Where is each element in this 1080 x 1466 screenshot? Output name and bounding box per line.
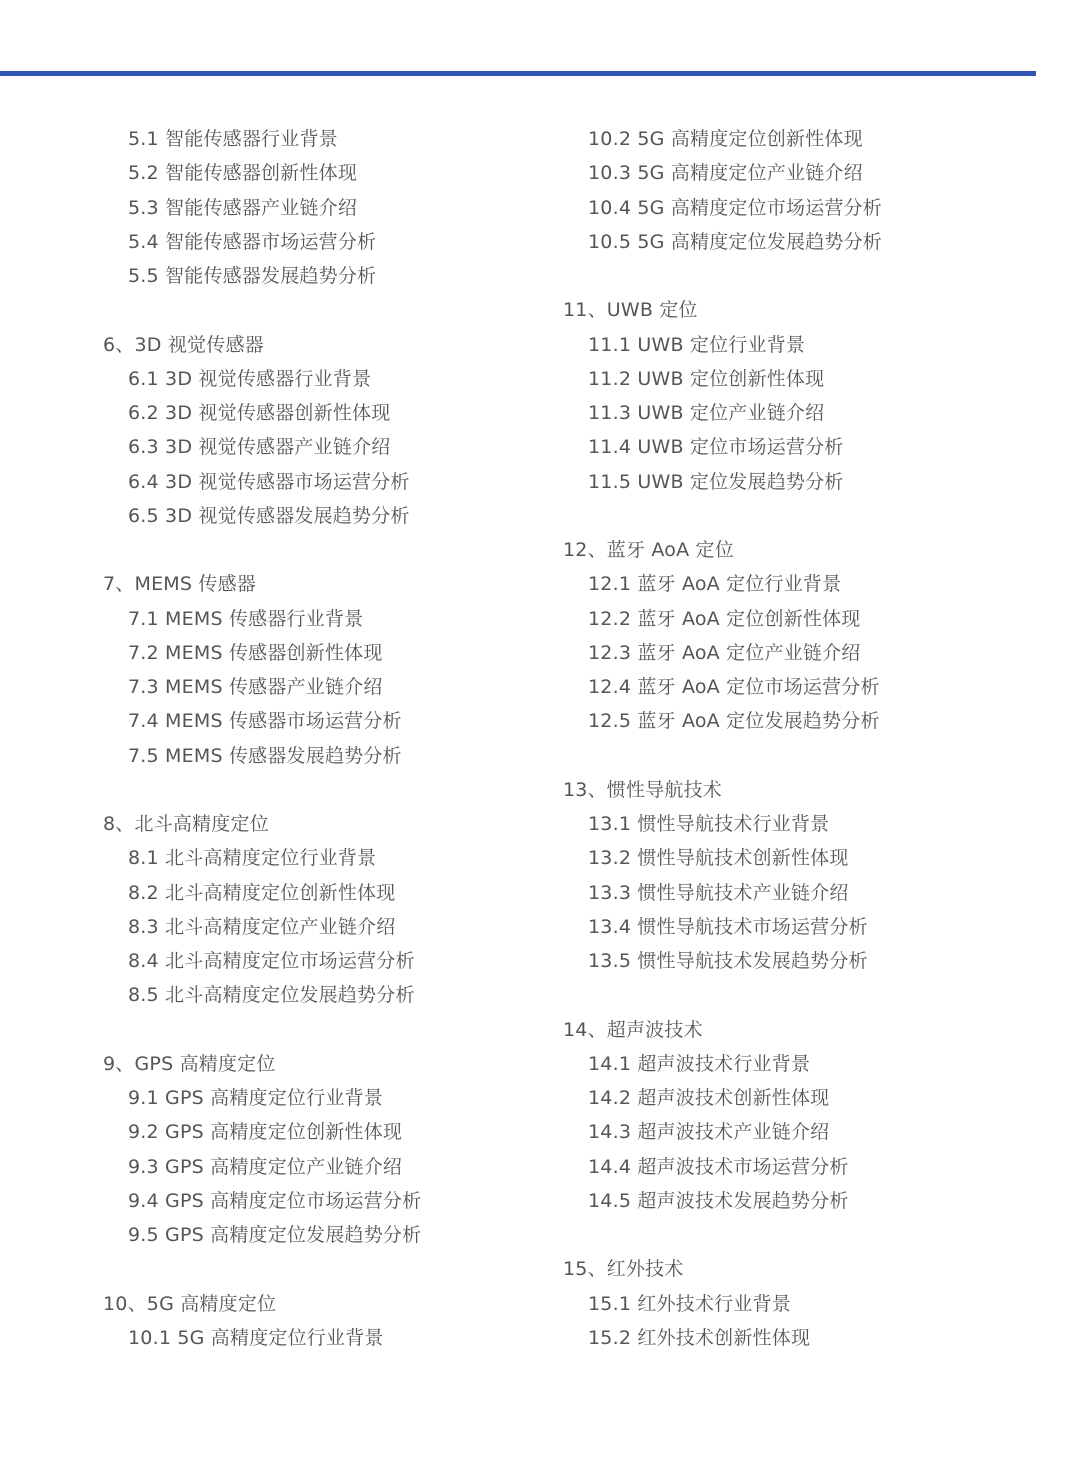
toc-subsection-item: 13.2 惯性导航技术创新性体现 bbox=[588, 847, 849, 870]
toc-subsection-item: 14.4 超声波技术市场运营分析 bbox=[588, 1155, 849, 1178]
toc-chapter-heading: 9、GPS 高精度定位 bbox=[103, 1052, 276, 1075]
toc-left-column bbox=[103, 122, 543, 1355]
toc-subsection-item: 7.4 MEMS 传感器市场运营分析 bbox=[128, 710, 402, 733]
toc-subsection-item: 5.2 智能传感器创新性体现 bbox=[128, 162, 358, 185]
toc-subsection-item: 10.1 5G 高精度定位行业背景 bbox=[128, 1326, 384, 1349]
toc-subsection-item: 12.2 蓝牙 AoA 定位创新性体现 bbox=[588, 607, 861, 630]
section-spacer bbox=[563, 978, 1023, 1012]
section-spacer bbox=[103, 293, 543, 327]
toc-subsection-item: 8.4 北斗高精度定位市场运营分析 bbox=[128, 950, 415, 972]
toc-subsection-item: 12.4 蓝牙 AoA 定位市场运营分析 bbox=[588, 676, 880, 698]
toc-subsection-item: 14.1 超声波技术行业背景 bbox=[588, 1052, 811, 1075]
toc-subsection-item: 5.4 智能传感器市场运营分析 bbox=[128, 230, 377, 253]
toc-chapter-heading: 8、北斗高精度定位 bbox=[103, 813, 269, 835]
section-spacer bbox=[103, 533, 543, 567]
toc-subsection-item: 7.3 MEMS 传感器产业链介绍 bbox=[128, 676, 383, 698]
toc-subsection-item: 6.4 3D 视觉传感器市场运营分析 bbox=[128, 470, 410, 493]
toc-subsection-item: 5.5 智能传感器发展趋势分析 bbox=[128, 265, 377, 287]
section-spacer bbox=[563, 259, 1023, 293]
toc-subsection-item: 13.3 惯性导航技术产业链介绍 bbox=[588, 881, 849, 904]
toc-subsection-item: 15.2 红外技术创新性体现 bbox=[588, 1326, 811, 1349]
toc-subsection-item: 9.4 GPS 高精度定位市场运营分析 bbox=[128, 1189, 422, 1212]
toc-subsection-item: 9.5 GPS 高精度定位发展趋势分析 bbox=[128, 1224, 422, 1246]
toc-subsection-item: 14.5 超声波技术发展趋势分析 bbox=[588, 1189, 849, 1212]
toc-subsection-item: 5.3 智能传感器产业链介绍 bbox=[128, 196, 358, 219]
toc-subsection-item: 6.2 3D 视觉传感器创新性体现 bbox=[128, 402, 391, 424]
toc-chapter-heading: 10、5G 高精度定位 bbox=[103, 1292, 277, 1315]
toc-right-column bbox=[563, 122, 1023, 1355]
toc-subsection-item: 8.2 北斗高精度定位创新性体现 bbox=[128, 881, 396, 904]
toc-subsection-item: 8.1 北斗高精度定位行业背景 bbox=[128, 847, 377, 870]
toc-subsection-item: 13.5 惯性导航技术发展趋势分析 bbox=[588, 950, 868, 972]
toc-subsection-item: 8.5 北斗高精度定位发展趋势分析 bbox=[128, 984, 415, 1007]
section-spacer bbox=[563, 739, 1023, 773]
toc-subsection-item: 12.5 蓝牙 AoA 定位发展趋势分析 bbox=[588, 710, 880, 733]
toc-subsection-item: 11.4 UWB 定位市场运营分析 bbox=[588, 436, 844, 459]
header-rule bbox=[0, 71, 1036, 76]
toc-subsection-item: 10.4 5G 高精度定位市场运营分析 bbox=[588, 196, 882, 219]
toc-subsection-item: 11.1 UWB 定位行业背景 bbox=[588, 333, 806, 356]
toc-subsection-item: 11.3 UWB 定位产业链介绍 bbox=[588, 402, 825, 424]
toc-chapter-heading: 11、UWB 定位 bbox=[563, 299, 698, 322]
section-spacer bbox=[103, 773, 543, 807]
toc-chapter-heading: 7、MEMS 传感器 bbox=[103, 573, 256, 596]
toc-chapter-heading: 12、蓝牙 AoA 定位 bbox=[563, 539, 734, 561]
toc-subsection-item: 6.1 3D 视觉传感器行业背景 bbox=[128, 367, 372, 390]
toc-subsection-item: 13.4 惯性导航技术市场运营分析 bbox=[588, 915, 868, 938]
toc-subsection-item: 10.2 5G 高精度定位创新性体现 bbox=[588, 128, 863, 150]
toc-chapter-heading: 13、惯性导航技术 bbox=[563, 778, 722, 801]
toc-subsection-item: 7.5 MEMS 传感器发展趋势分析 bbox=[128, 744, 402, 767]
toc-subsection-item: 8.3 北斗高精度定位产业链介绍 bbox=[128, 915, 396, 938]
toc-subsection-item: 5.1 智能传感器行业背景 bbox=[128, 128, 338, 150]
section-spacer bbox=[103, 1013, 543, 1047]
toc-subsection-item: 13.1 惯性导航技术行业背景 bbox=[588, 813, 830, 835]
toc-subsection-item: 10.5 5G 高精度定位发展趋势分析 bbox=[588, 230, 882, 253]
toc-subsection-item: 7.1 MEMS 传感器行业背景 bbox=[128, 607, 364, 630]
toc-subsection-item: 7.2 MEMS 传感器创新性体现 bbox=[128, 641, 383, 664]
section-spacer bbox=[103, 1252, 543, 1286]
toc-subsection-item: 10.3 5G 高精度定位产业链介绍 bbox=[588, 162, 863, 185]
toc-chapter-heading: 15、红外技术 bbox=[563, 1258, 684, 1281]
toc-subsection-item: 12.1 蓝牙 AoA 定位行业背景 bbox=[588, 573, 842, 596]
toc-chapter-heading: 6、3D 视觉传感器 bbox=[103, 333, 264, 356]
toc-subsection-item: 6.5 3D 视觉传感器发展趋势分析 bbox=[128, 504, 410, 527]
section-spacer bbox=[563, 499, 1023, 533]
toc-subsection-item: 11.5 UWB 定位发展趋势分析 bbox=[588, 470, 844, 493]
toc-subsection-item: 9.1 GPS 高精度定位行业背景 bbox=[128, 1087, 383, 1109]
toc-subsection-item: 15.1 红外技术行业背景 bbox=[588, 1292, 791, 1315]
toc-subsection-item: 14.2 超声波技术创新性体现 bbox=[588, 1087, 830, 1109]
section-spacer bbox=[563, 1218, 1023, 1252]
toc-chapter-heading: 14、超声波技术 bbox=[563, 1018, 703, 1041]
toc-subsection-item: 14.3 超声波技术产业链介绍 bbox=[588, 1121, 830, 1144]
toc-subsection-item: 11.2 UWB 定位创新性体现 bbox=[588, 367, 825, 390]
toc-subsection-item: 9.2 GPS 高精度定位创新性体现 bbox=[128, 1121, 403, 1144]
toc-subsection-item: 6.3 3D 视觉传感器产业链介绍 bbox=[128, 436, 391, 459]
toc-subsection-item: 12.3 蓝牙 AoA 定位产业链介绍 bbox=[588, 641, 861, 664]
toc-subsection-item: 9.3 GPS 高精度定位产业链介绍 bbox=[128, 1155, 403, 1178]
